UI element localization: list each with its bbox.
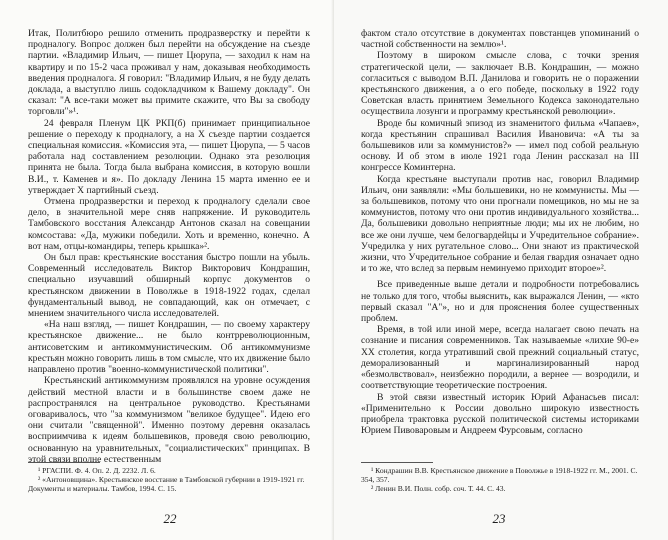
paragraph: Когда крестьяне выступали против нас, говорил Владимир Ильич, они заявляли: «Мы большевики, но не коммунисты. Мы — за большевиков, потому что они прогнали помещиков, но мы не за коммунистов, потому что они против индивидуального хозяйства... Да, большевики довольно неприятные люди; мы их не любим, но все же они лучше, чем белогвардейцы и Учредительное собрание». Учредилка у них ругательное слово... Они знают из практической жизни, что Учредительное собрание и белая гвардия означает одно и то же, что вслед за первым неминуемо приходит второе»².: [361, 173, 639, 275]
page-number: 23: [492, 511, 506, 526]
footnote-divider: [361, 462, 433, 463]
footnote-divider: [28, 462, 100, 463]
right-page-body: [361, 28, 639, 436]
paragraph: Вроде бы комичный эпизод из знаменитого фильма «Чапаев», когда крестьянин спрашивал Василия Ивановича: «А ты за большевиков или за коммунистов?» — имел под собой реальную основу. И об этом в июле 1921 года Ленин рассказал на III конгрессе Коминтерна.: [361, 117, 639, 174]
paragraph: Отмена продразверстки и переход к продналогу сделали свое дело, в значительной мере сняв напряжение. И руководитель Тамбовского восстания Александр Антонов сказал на совещании комсостава: «Да, мужики победили. Хоть и временно, конечно. А вот нам, отцы-командиры, теперь крышка»².: [28, 196, 310, 252]
footnote: ² «Антоновщина». Крестьянское восстание в Тамбовской губернии в 1919-1921 гг. Документы и материалы. Тамбов, 1994. С. 15.: [28, 475, 305, 494]
right-page-footnotes: [361, 466, 639, 494]
footnote: ¹ Кондрашин В.В. Крестьянское движение в Поволжье в 1918-1922 гг. М., 2001. С. 354, 357.: [361, 466, 638, 485]
paragraph: Крестьянский антикоммунизм проявлялся на уровне осуждения действий местной власти и в большинстве своем даже не распространялся на центральное руководство. Крестьянами оговаривалось, что "за коммунизмом "великое будущее". Идею его они считали "священной". Именно поэтому деревня оказалась восприимчива к идеям большевиков, проведя свою революцию, основанную на уравнительных, "социалистических" принципах. В этой связи вполне естественным: [28, 375, 310, 465]
paragraph: Все приведенные выше детали и подробности потребовались не только для того, чтобы выяснить, как выражался Ленин, — «кто первый сказал "А"», но и для прояснения более существенных проблем.: [361, 279, 639, 325]
page-number: 22: [163, 511, 177, 526]
paragraph: Время, в той или иной мере, всегда налагает свою печать на сознание и писания современников. Так называемые «лихие 90-е» XX столетия, когда утративший свой прежний социальный статус, деморализованный и маргинализированный народ «безмолвствовал», неизбежно породили, а вернее — возродили, и соответствующие теоретические построения.: [361, 324, 639, 392]
footnote: ² Ленин В.И. Полн. собр. соч. Т. 44. С. 43.: [371, 484, 506, 494]
left-page-footnotes: [28, 466, 310, 494]
paragraph: Он был прав: крестьянские восстания быстро пошли на убыль. Современный исследователь Виктор Викторович Кондрашин, специально изучавший обширный корпус документов о крестьянском движении в Поволжье в 1918-1922 годах, сделал фундаментальный вывод, не совпадающий, как он отмечает, с мнением значительного числа исследователей.: [28, 252, 310, 320]
paragraph: В этой связи известный историк Юрий Афанасьев писал: «Применительно к России довольно широкую известность приобрела трактовка русской политической системы историками Юрием Пивоваровым и Андреем Фурсовым, согласно: [361, 391, 639, 437]
footnote: ¹ РГАСПИ. Ф. 4. Оп. 2. Д. 2232. Л. 6.: [38, 466, 156, 475]
paragraph: «На наш взгляд, — пишет Кондрашин, — по своему характеру крестьянское движение... не было контрреволюционным, антисоветским и антикоммунистическим. Об антикоммунизме крестьян можно говорить лишь в том смысле, что их движение было направлено против "военно-коммунистической политики".: [28, 319, 310, 376]
right-page: [334, 0, 668, 540]
paragraph: Поэтому в широком смысле слова, с точки зрения стратегической цели, — заключает В.В. Кондрашин, — можно согласиться с выводом В.П. Данилова и говорить не о поражении крестьянского движения, а о его победе, поскольку в 1922 году Советская власть принятием Земельного Кодекса законодательно осуществила лозунги и программу крестьянской революции».: [361, 50, 639, 118]
paragraph: 24 февраля Пленум ЦК РКП(б) принимает принципиальное решение о переходу к продналогу, а на Х съезде партии создается специальная комиссия. «Комиссия эта, — пишет Цюрупа, — 5 часов работала над составлением резолюции. Однако эта резолюция принята не была. Тогда была выбрана комиссия, в которую вошли В.И., т. Каменев и я». По докладу Ленина 15 марта именно ее и утверждает Х партийный съезд.: [28, 117, 310, 196]
left-page-body: [28, 28, 310, 465]
paragraph: Итак, Политбюро решило отменить продразверстку и перейти к продналогу. Вопрос должен был перейти на обсуждение на съезде партии. «Владимир Ильич, — пишет Цюрупа, — заходил к нам на квартиру и по 15-2 часа проживал у нам, доказывая необходимость введения продналога. Я говорил: "Владимир Ильич, я не буду делать доклада, а выступлю лишь содокладчиком к Вашему докладу". Он сказал: "А все-таки может вы примите скажите, что Вы за свободу торговли"»¹.: [28, 28, 310, 118]
paragraph: фактом стало отсутствие в документах повстанцев упоминаний о частной собственности на землю»¹.: [361, 28, 639, 51]
